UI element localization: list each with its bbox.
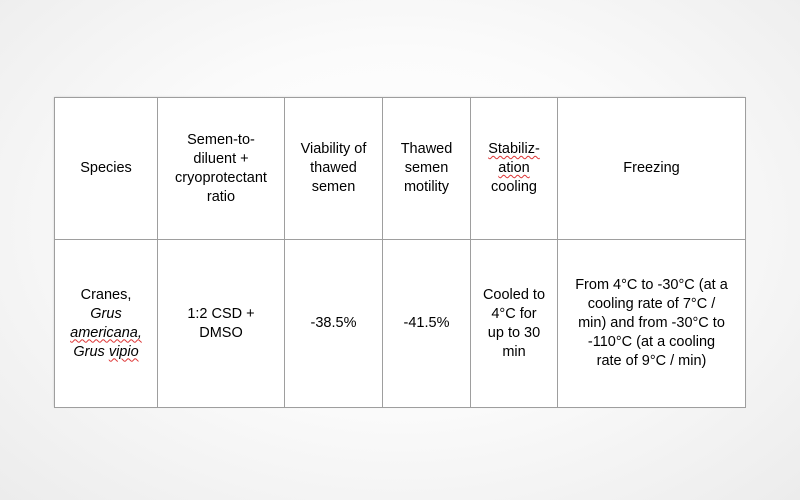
header-motility xyxy=(383,98,471,240)
header-freezing-label: Freezing xyxy=(623,160,680,176)
species-latin-vipio: vipio xyxy=(108,343,139,360)
cell-semen-ratio xyxy=(158,240,285,408)
header-motility-line-2: semen xyxy=(404,160,449,176)
header-viability-line-3: semen xyxy=(311,179,356,195)
header-stabilization-line-2: ation xyxy=(498,160,530,176)
header-semen-ratio-line-2: diluent + xyxy=(193,150,249,167)
header-stabilization-cooling xyxy=(471,98,558,240)
cooling-line-2: 4°C for xyxy=(491,305,537,322)
header-semen-ratio-line-3: cryoprotectant xyxy=(175,169,267,186)
freezing-line-4: -110°C (at a cooling xyxy=(587,334,716,350)
header-semen-ratio xyxy=(158,98,285,240)
species-common-name: Cranes, xyxy=(80,286,132,303)
cell-species xyxy=(55,240,158,408)
cell-freezing xyxy=(558,240,746,408)
ratio-line-1: 1:2 CSD + xyxy=(187,305,255,322)
freezing-line-1: From 4°C to -30°C (at a xyxy=(575,277,728,293)
freezing-line-5: rate of 9°C / min) xyxy=(596,353,707,369)
species-latin-americana: americana, xyxy=(70,324,142,341)
header-stabilization-line-3: cooling xyxy=(491,179,537,195)
header-viability xyxy=(285,98,383,240)
species-latin-grus-2: Grus xyxy=(73,343,105,360)
cooling-line-1: Cooled to xyxy=(482,286,546,303)
header-stabilization-line-1: Stabiliz- xyxy=(488,141,540,157)
ratio-line-2: DMSO xyxy=(199,324,243,341)
header-row xyxy=(55,98,746,240)
cooling-line-4: min xyxy=(502,343,526,360)
header-freezing xyxy=(558,98,746,240)
header-species-label: Species xyxy=(80,160,132,176)
header-semen-ratio-line-1: Semen-to- xyxy=(187,131,255,148)
data-table-container xyxy=(54,97,745,407)
header-motility-line-3: motility xyxy=(403,179,450,195)
header-semen-ratio-line-4: ratio xyxy=(206,188,236,205)
header-viability-line-1: Viability of xyxy=(300,141,367,157)
header-species xyxy=(55,98,158,240)
table-row xyxy=(55,240,746,408)
cell-viability xyxy=(285,240,383,408)
species-latin-grus-1: Grus xyxy=(90,305,122,322)
cell-stabilization-cooling xyxy=(471,240,558,408)
viability-value: -38.5% xyxy=(310,315,357,331)
motility-value: -41.5% xyxy=(403,315,450,331)
freezing-line-2: cooling rate of 7°C / xyxy=(587,296,716,312)
header-motility-line-1: Thawed xyxy=(400,141,453,157)
cell-motility xyxy=(383,240,471,408)
cooling-line-3: up to 30 xyxy=(487,324,541,341)
data-table xyxy=(54,97,746,408)
header-viability-line-2: thawed xyxy=(310,160,357,176)
freezing-line-3: min) and from -30°C to xyxy=(578,315,725,331)
